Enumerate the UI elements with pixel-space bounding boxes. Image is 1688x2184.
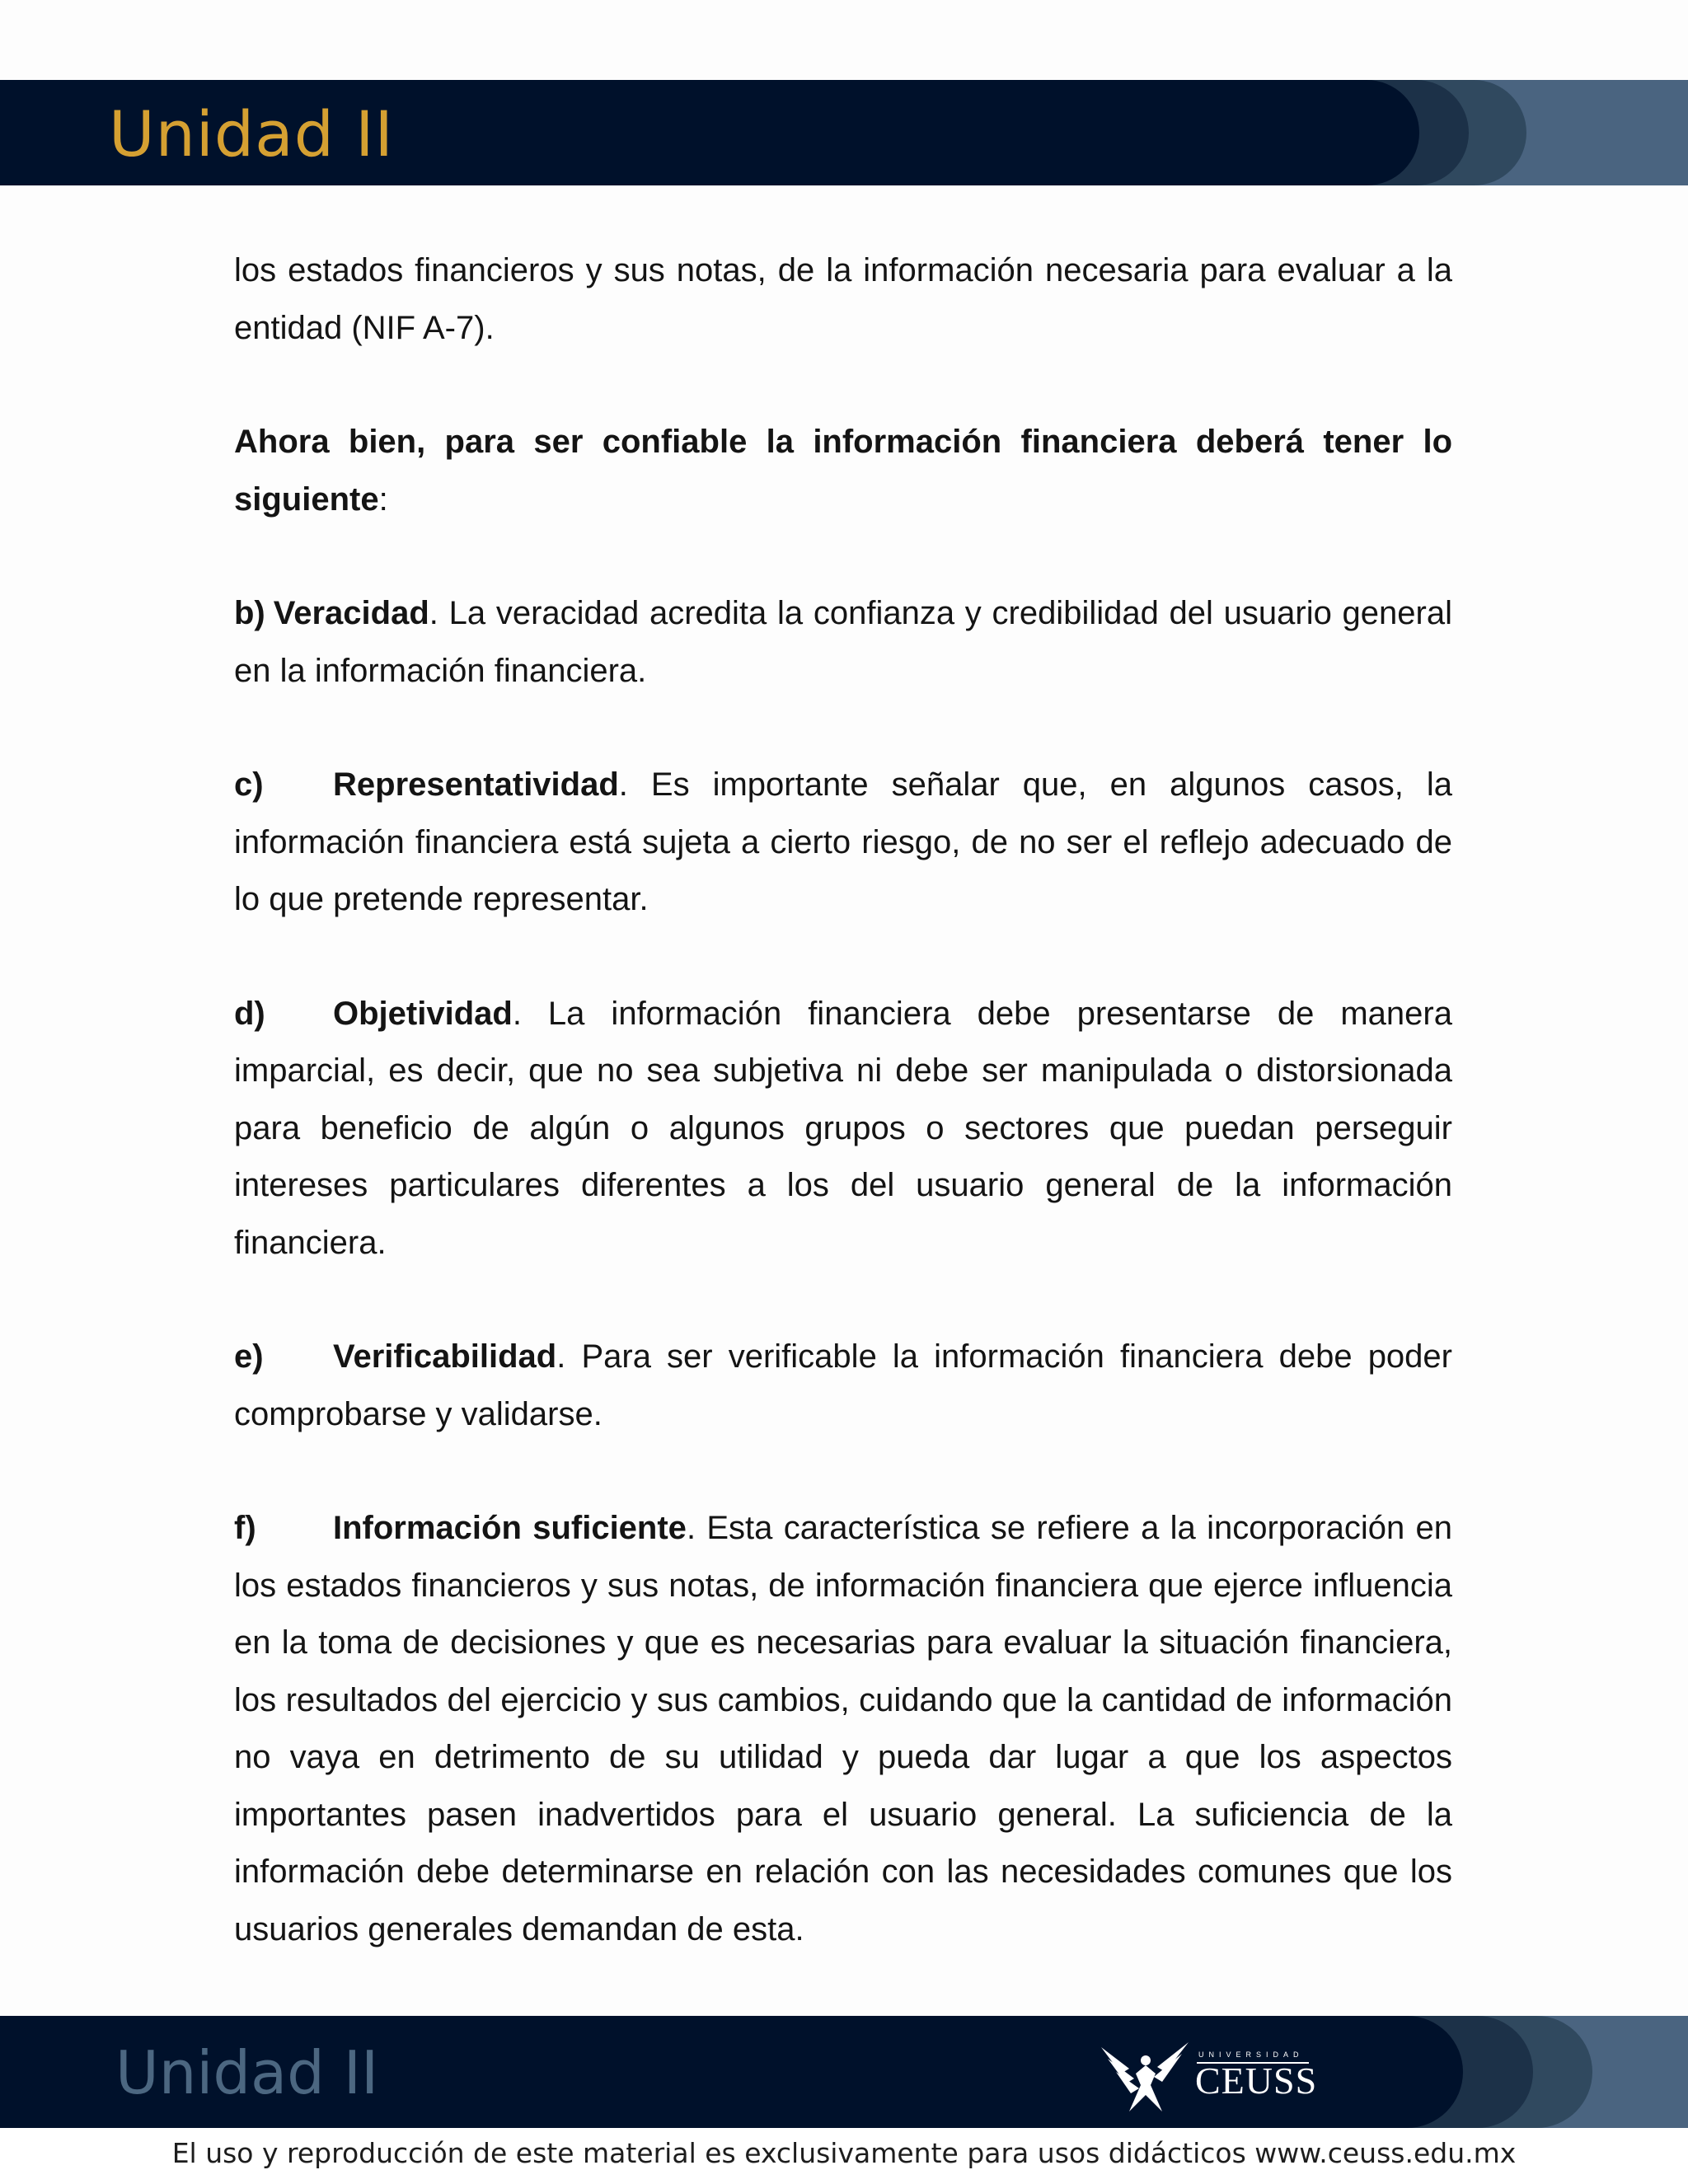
list-item-veracidad bbox=[234, 585, 1452, 700]
ceuss-logo bbox=[1096, 2032, 1343, 2118]
list-marker: e) bbox=[234, 1338, 264, 1375]
list-term: Representatividad bbox=[333, 766, 619, 803]
logo-university-label: UNIVERSIDAD bbox=[1198, 2050, 1304, 2059]
list-item-representatividad bbox=[234, 757, 1452, 929]
paragraph-reliability-heading bbox=[234, 414, 1452, 528]
list-term: Verificabilidad bbox=[333, 1338, 557, 1375]
list-text: . La información financiera debe presentarse de manera imparcial, es decir, que no sea subjetiva ni debe ser manipulada o distorsionada para beneficio de algún o algunos grupos o sectores que puedan perseguir intereses particulares diferentes a los del usuario general de la información financiera. bbox=[234, 995, 1452, 1261]
list-item-verificabilidad bbox=[234, 1329, 1452, 1443]
list-text: . Es importante señalar que, en algunos casos, la información financiera está sujeta a cierto riesgo, de no ser el reflejo adecuado de lo que pretende representar. bbox=[234, 766, 1452, 917]
logo-wordmark: CEUSS bbox=[1195, 2060, 1318, 2102]
list-marker: b) bbox=[234, 595, 265, 631]
footer-title: Unidad II bbox=[115, 2038, 379, 2107]
paragraph-intro: los estados financieros y sus notas, de la información necesaria para evaluar a la entidad (NIF A-7). bbox=[234, 252, 1452, 346]
reliability-heading-text: Ahora bien, para ser confiable la información financiera deberá tener lo siguiente bbox=[234, 424, 1452, 518]
list-marker: c) bbox=[234, 766, 264, 803]
list-term: Información suficiente bbox=[333, 1510, 687, 1546]
list-text: . Esta característica se refiere a la incorporación en los estados financieros y sus notas, de información financiera que ejerce influencia en la toma de decisiones y que es necesarias para evaluar la situación financiera, los resultados del ejercicio y sus cambios, cuidando que la cantidad de información no vaya en detrimento de su utilidad y pueda dar lugar a que los aspectos importantes pasen inadvertidos para el usuario general. La suficiencia de la información debe determinarse en relación con las necesidades comunes que los usuarios generales demandan de esta. bbox=[234, 1510, 1452, 1947]
document-body bbox=[234, 242, 1452, 2015]
header-band bbox=[0, 80, 1688, 185]
footer-disclaimer: El uso y reproducción de este material es exclusivamente para usos didácticos www.ceuss.edu.mx bbox=[0, 2128, 1688, 2184]
list-text: . Para ser verificable la información financiera debe poder comprobarse y validarse. bbox=[234, 1338, 1452, 1432]
list-marker: f) bbox=[234, 1510, 256, 1546]
list-item-objetividad bbox=[234, 986, 1452, 1272]
header-title: Unidad II bbox=[109, 97, 394, 171]
list-item-informacion-suficiente bbox=[234, 1500, 1452, 1958]
eagle-logo-icon bbox=[1096, 2032, 1195, 2118]
list-marker: d) bbox=[234, 995, 265, 1032]
reliability-heading-colon: : bbox=[378, 480, 388, 518]
list-term: Objetividad bbox=[333, 995, 513, 1032]
footer-band bbox=[0, 2016, 1688, 2128]
list-text: . La veracidad acredita la confianza y credibilidad del usuario general en la información financiera. bbox=[234, 595, 1452, 689]
list-term: Veracidad bbox=[273, 595, 429, 631]
